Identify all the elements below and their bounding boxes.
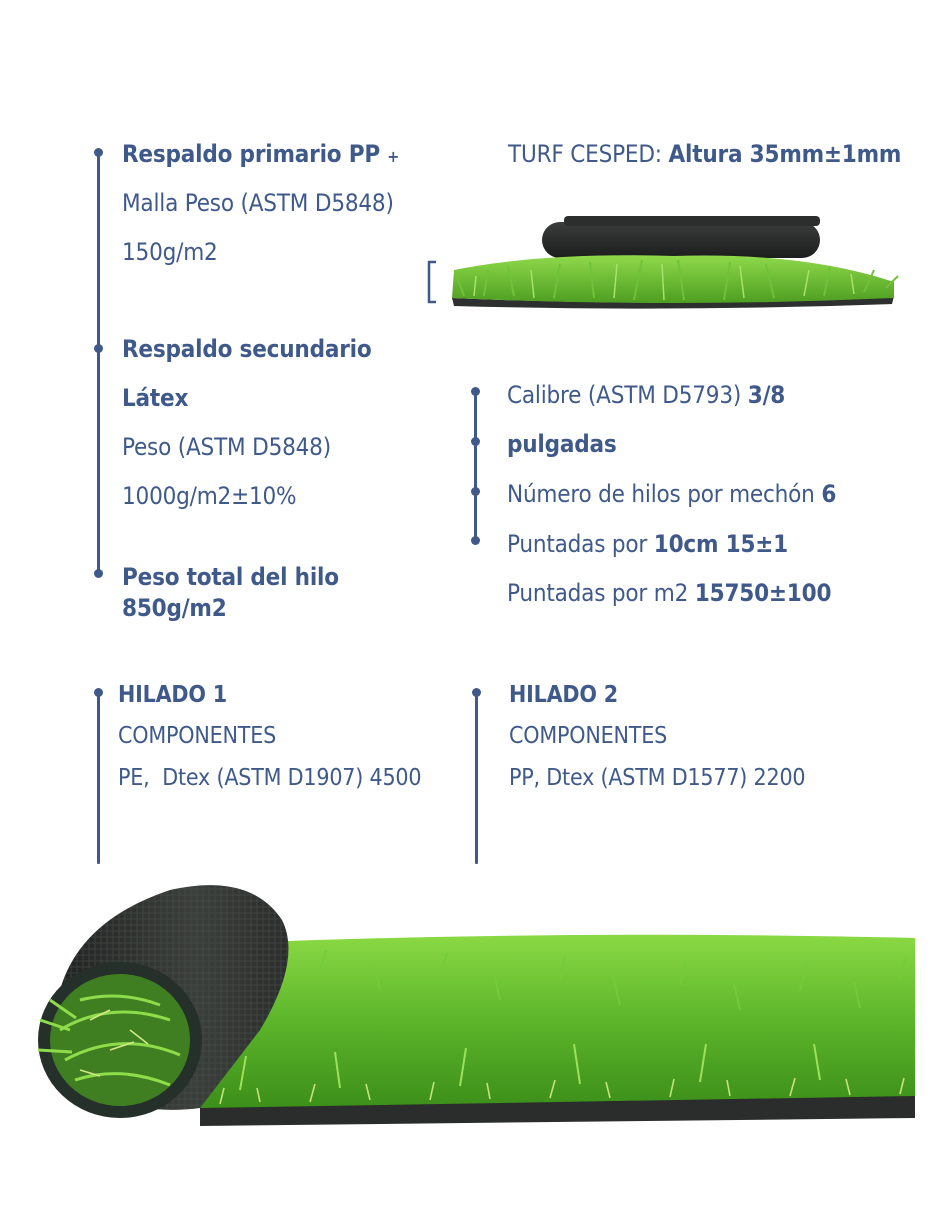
primary-backing-plus: +	[387, 147, 400, 166]
stitches-m2-value: 15750±100	[694, 579, 832, 607]
left-timeline-line	[97, 150, 100, 576]
gauge-spec	[507, 381, 785, 409]
gauge-label: Calibre (ASTM D5793)	[507, 381, 742, 409]
secondary-backing-line1: Peso (ASTM D5848)	[122, 433, 331, 461]
stitches-10cm-value: 10cm 15±1	[653, 530, 788, 558]
right-timeline-dot-3	[471, 487, 480, 496]
secondary-backing-material: Látex	[122, 384, 189, 412]
yarn2-detail: PP, Dtex (ASTM D1577) 2200	[509, 765, 806, 791]
turf-label: TURF CESPED:	[508, 140, 662, 168]
secondary-backing-line2: 1000g/m2±10%	[122, 482, 297, 510]
gauge-unit: pulgadas	[507, 430, 617, 458]
primary-backing-title: Respaldo primario PP +	[122, 140, 400, 168]
left-timeline-dot-2	[94, 344, 103, 353]
turf-height	[508, 140, 901, 168]
yarn2-dot	[472, 688, 481, 697]
primary-backing-line1: Malla Peso (ASTM D5848)	[122, 189, 394, 217]
right-timeline-dot-1	[471, 387, 480, 396]
right-timeline-dot-2	[471, 437, 480, 446]
strands-label: Número de hilos por mechón	[507, 480, 815, 508]
strands-value: 6	[821, 480, 837, 508]
right-timeline-line	[474, 388, 477, 542]
yarn-weight-value: 850g/m2	[122, 594, 227, 622]
left-timeline-dot-3	[94, 569, 103, 578]
turf-sample-image	[424, 212, 904, 312]
secondary-backing-title: Respaldo secundario	[122, 335, 372, 363]
yarn1-subtitle: COMPONENTES	[118, 723, 277, 749]
yarn1-dot	[94, 688, 103, 697]
strands-spec	[507, 480, 836, 508]
stitches-10cm-label: Puntadas por	[507, 530, 648, 558]
yarn2-line	[475, 690, 478, 864]
turf-value: Altura 35mm±1mm	[668, 140, 902, 168]
stitches-m2-label: Puntadas por m2	[507, 579, 689, 607]
yarn1-title: HILADO 1	[118, 682, 227, 708]
stitches-10cm-spec	[507, 530, 788, 558]
left-timeline-dot-1	[94, 148, 103, 157]
yarn1-detail: PE, Dtex (ASTM D1907) 4500	[118, 765, 422, 791]
right-timeline-dot-4	[471, 536, 480, 545]
primary-backing-line2: 150g/m2	[122, 238, 218, 266]
yarn1-line	[97, 690, 100, 864]
yarn2-subtitle: COMPONENTES	[509, 723, 668, 749]
gauge-value: 3/8	[747, 381, 786, 409]
turf-roll-image	[20, 880, 920, 1130]
yarn2-title: HILADO 2	[509, 682, 618, 708]
stitches-m2-spec	[507, 579, 831, 607]
yarn-weight-title: Peso total del hilo	[122, 563, 339, 591]
